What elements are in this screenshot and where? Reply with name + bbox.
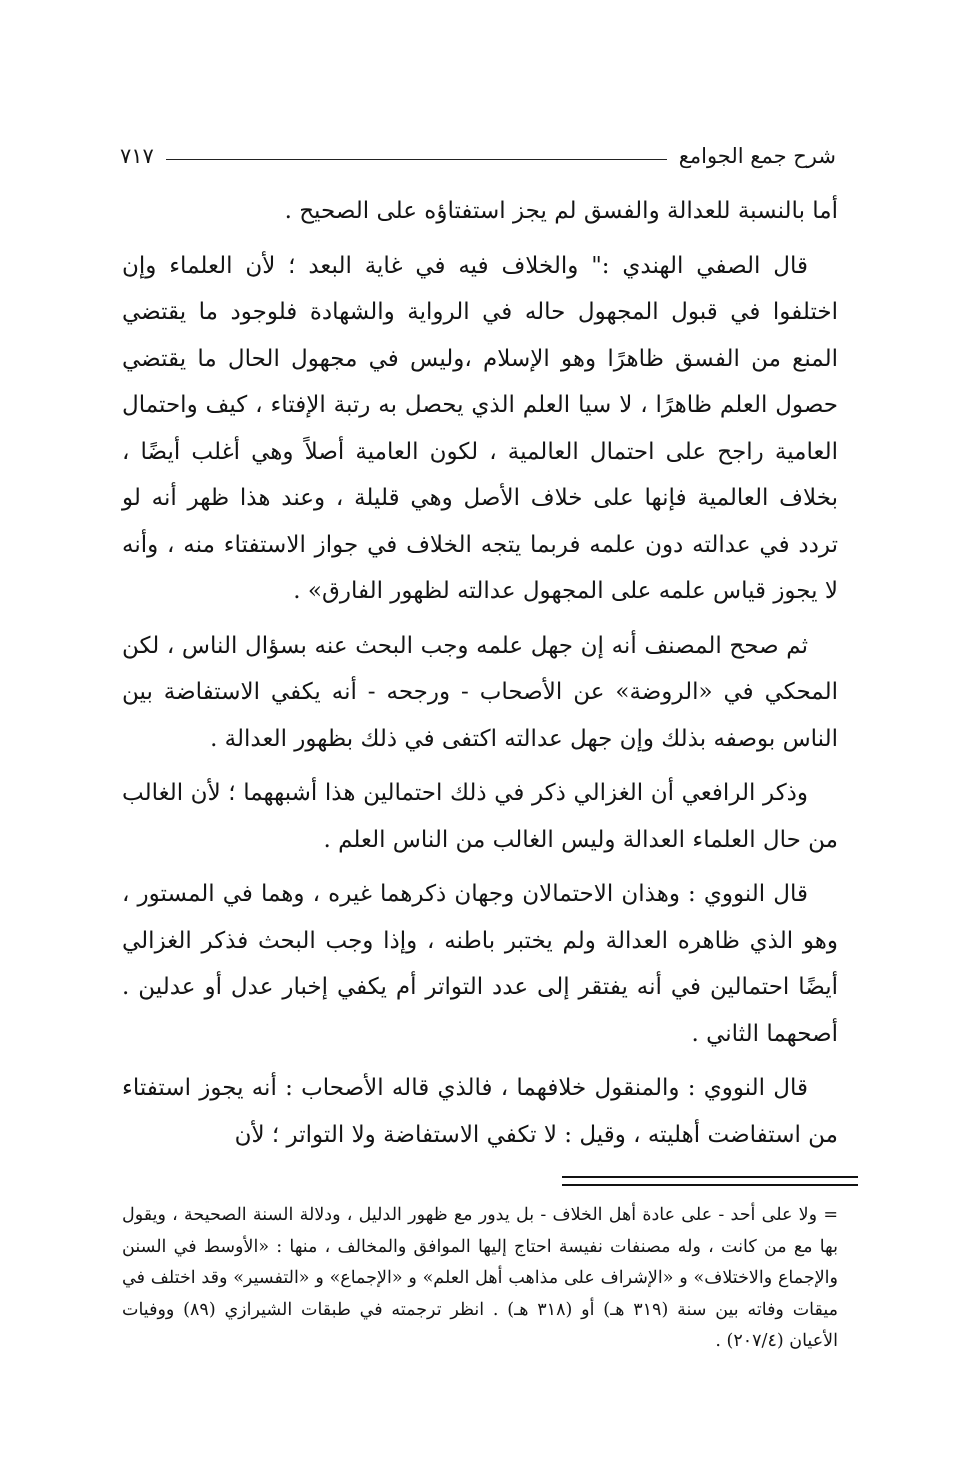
main-text: [122, 188, 838, 1166]
paragraph: وذكر الرافعي أن الغزالي ذكر في ذلك احتمالين هذا أشبههما ؛ لأن الغالب من حال العلماء العدالة وليس الغالب من الناس العلم .: [122, 780, 838, 853]
footnote-divider: [562, 1176, 858, 1186]
paragraph: قال النووي : وهذان الاحتمالان وجهان ذكرهما غيره ، وهما في المستور ، وهو الذي ظاهره العدالة ولم يختبر باطنه ، وإذا وجب البحث فذكر الغزالي أيضًا احتمالين في أنه يفتقر إلى عدد التواتر أم يكفي إخبار عدل أو عدلين . أصحهما الثاني .: [122, 881, 838, 1047]
header-title: شرح جمع الجوامع: [678, 144, 836, 168]
running-header: [120, 136, 836, 176]
page-number: ٧١٧: [120, 144, 154, 168]
footnotes: [122, 1200, 838, 1358]
paragraph: قال النووي : والمنقول خلافهما ، فالذي قاله الأصحاب : أنه يجوز استفتاء من استفاضت أهليته ، وقيل : لا تكفي الاستفاضة ولا التواتر ؛ لأن: [122, 1075, 838, 1148]
paragraph: أما بالنسبة للعدالة والفسق لم يجز استفتاؤه على الصحيح .: [284, 198, 838, 224]
header-rule: [166, 159, 667, 160]
paragraph: ثم صحح المصنف أنه إن جهل علمه وجب البحث عنه بسؤال الناس ، لكن المحكي في «الروضة» عن الأصحاب - ورجحه - أنه يكفي الاستفاضة بين الناس بوصفه بذلك وإن جهل عدالته اكتفى في ذلك بظهور العدالة .: [122, 632, 838, 752]
footnote-text: = ولا على أحد - على عادة أهل الخلاف - بل يدور مع ظهور الدليل ، ودلالة السنة الصحيحة ، ويقول بها مع من كانت ، وله مصنفات نفيسة احتاج إليها الموافق والمخالف ، منها : «الأوسط في السنن والإجماع والاختلاف» و «الإشراف على مذاهب أهل العلم» و «الإجماع» و «التفسير» وقد اختلف في ميقات وفاته بين سنة (٣١٩ هـ) أو (٣١٨ هـ) . انظر ترجمته في طبقات الشيرازي (٨٩) ووفيات الأعيان (٢٠٧/٤) .: [122, 1205, 839, 1351]
paragraph: قال الصفي الهندي :" والخلاف فيه في غاية البعد ؛ لأن العلماء وإن اختلفوا في قبول المجهول حاله في الرواية والشهادة فلوجود ما يقتضي المنع من الفسق ظاهرًا وهو الإسلام ،وليس في مجهول الحال ما يقتضي حصول العلم ظاهرًا ، لا سيا العلم الذي يحصل به رتبة الإفتاء ، كيف واحتمال العامية راجح على احتمال العالمية ، لكون العامية أصلاً وهي أغلب أيضًا ، بخلاف العالمية فإنها على خلاف الأصل وهي قليلة ، وعند هذا ظهر أنه لو تردد في عدالته دون علمه فربما يتجه الخلاف في جواز الاستفتاء منه ، وأنه لا يجوز قياس علمه على المجهول عدالته لظهور الفارق» .: [122, 252, 838, 604]
